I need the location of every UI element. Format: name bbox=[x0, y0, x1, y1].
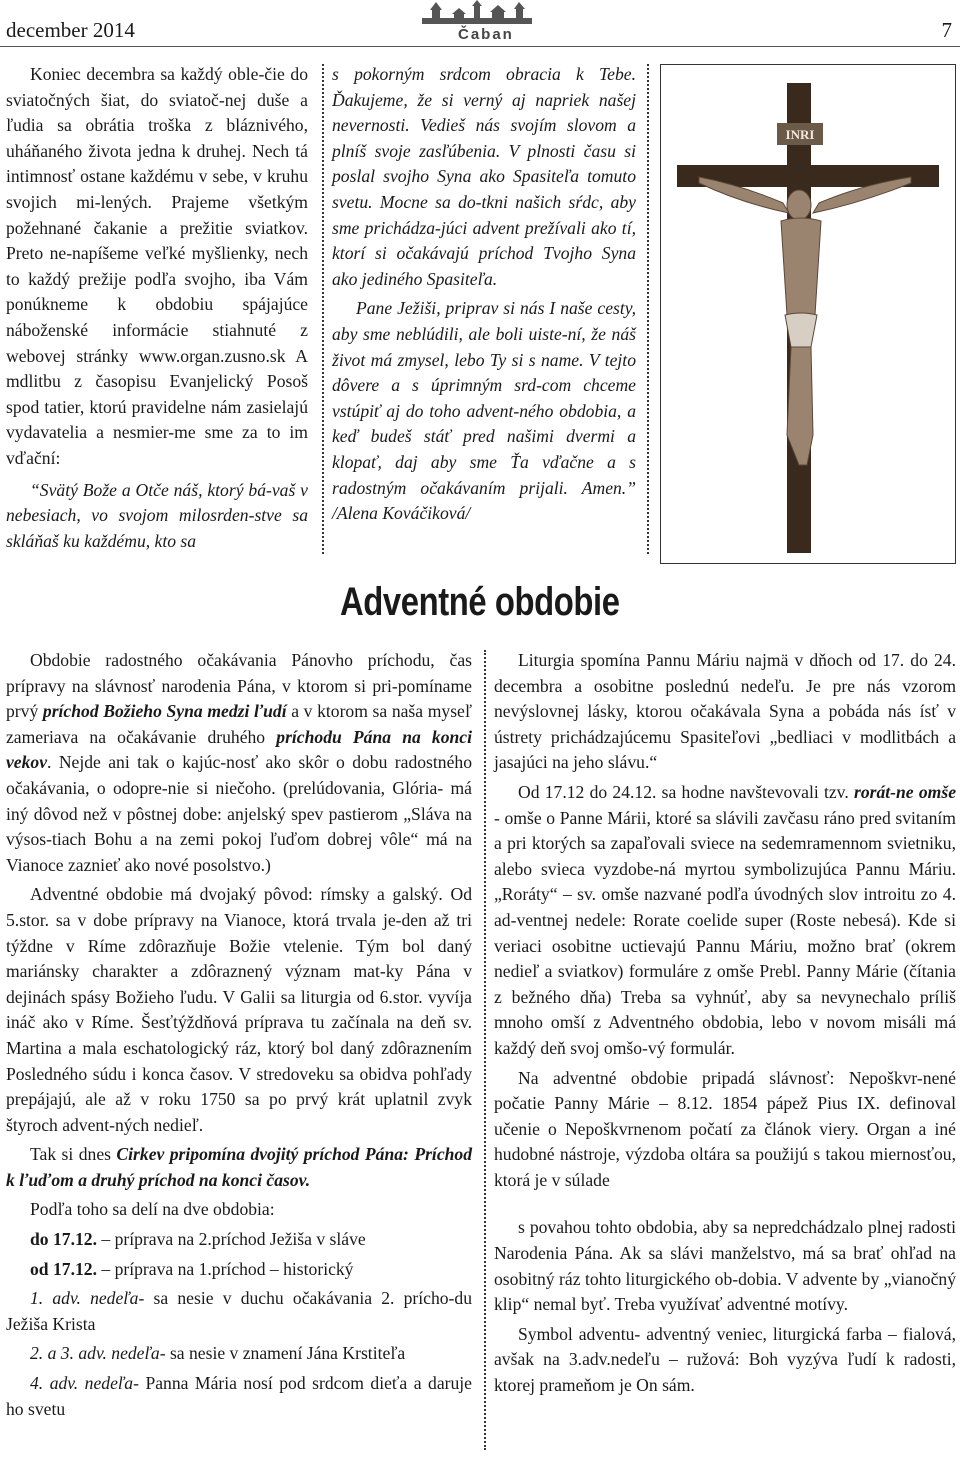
article-column-left bbox=[6, 648, 472, 1422]
period-item-2: od 17.12. – príprava na 1.príchod – historický bbox=[30, 1258, 354, 1279]
period-item-1: do 17.12. – príprava na 2.príchod Ježiša v sláve bbox=[30, 1229, 366, 1250]
sunday-item-3: 4. adv. nedeľa- Panna Mária nosí pod srdcom dieťa a daruje ho svetu bbox=[6, 1373, 472, 1419]
svg-text:INRI: INRI bbox=[785, 127, 815, 142]
crucifix-image bbox=[660, 64, 956, 564]
article-paragraph-6: Od 17.12 do 24.12. sa hodne navštevovali tzv. rorát-ne omše - omše o Panne Márii, ktoré sa slávili zavčasu ráno pred svitaním a pri ktorých sa zapaľovali sviece na sedemramennom svietniku, alebo sviecа vyzdobe-ná myrtou symbolizujúca Pannu Máriu. „Roráty“ – sv. omše nazvané podľa úvodných slov introitu zo 4. ad-ventnej nedele: Rorate coelide super (Roste nebesá). Kde si veriaci osobitne uctievajú Pannu Máriu, možno brať (okrem nedieľ a sviatkov) formuláre z omše Prebl. Panny Márie (čítania z bežného dňa) Treba sa vyhnúť, aby sa nevynechalo príliš mnoho omší z Adventného obdobia, lebo v novom misáli má každý deň svoj omšo-vý formulár. bbox=[494, 781, 956, 1058]
article-paragraph-4: Podľa toho sa delí na dve obdobia: bbox=[30, 1199, 275, 1220]
page-number: 7 bbox=[941, 18, 952, 42]
intro-column bbox=[6, 62, 308, 554]
article-paragraph-1: Obdobie radostného očakávania Pánovho príchodu, čas prípravy na slávnosť narodenia Pána, v ktorom si pri-pomíname prvý príchod Božieho Syna medzi ľudí a v ktorom sa naša myseľ zameriava na očakávanie druhého príchodu Pána na konci vekov. Nejde ani tak o kajúc-nosť ako skôr o dobu radostného očakávania, o odopre-nie si niečoho. (prelúdovania, Glória- má iný dôvod než v pôstnej dobe: anjelský spev pastierom „Sláva na výsos-tiach Bohu a na zemi pokoj ľuďom dobrej vôle“ má na Vianoce zaznieť ako nové posolstvo.) bbox=[6, 650, 473, 875]
column-divider bbox=[484, 650, 486, 1450]
intro-paragraph: Koniec decembra sa každý oble-čie do sviatočných šiat, do sviatoč-nej duše a ľudia sa obrátia troška z bláznivého, uháňaného života jedna k druhej. Nech tá intimnosť ostane každému v sebe, v kruhu svojich mi-lených. Prajeme všetkým požehnané čakanie a prežitie sviatkov. Preto ne-napíšeme veľké myšlienky, nech to každý prežije podľa svojho, iba Vám ponúkneme k obdobiu spájajúce náboženské informácie stiahnuté z webovej stránky www.organ.zusno.sk A mdlitbu z časopisu Evanjelický Posoš spod tatier, ktorú pravidelne nám zasielajú vydavatelia a nesmier-me sme za to im vďační: bbox=[6, 64, 308, 468]
prayer-column bbox=[332, 62, 636, 527]
masthead-logo bbox=[370, 0, 580, 44]
article-paragraph-9: Symbol adventu- adventný veniec, liturgická farba – fialová, avšak na 3.adv.nedeľu – ružová: Boh vyzýva ľudí k radosti, ktorej prameňom je On sám. bbox=[494, 1323, 956, 1396]
sunday-item-1: 1. adv. nedeľa- sa nesie v duchu očakávania 2. prícho-du Ježiša Krista bbox=[6, 1288, 472, 1334]
masthead-name: Čaban bbox=[458, 26, 514, 43]
prayer-start: “Svätý Bože a Otče náš, ktorý bá-vaš v nebesiach, vo svojom milosrden-stve sa skláňaš ku každému, kto sa bbox=[6, 479, 308, 551]
sunday-item-2: 2. a 3. adv. nedeľa- sa nesie v znamení Jána Krstiteľa bbox=[30, 1343, 406, 1364]
article-title: Adventné obdobie bbox=[340, 580, 620, 624]
header-rule bbox=[0, 46, 960, 47]
issue-date: december 2014 bbox=[6, 18, 135, 42]
crucifix-icon bbox=[661, 65, 954, 562]
article-paragraph-5: Liturgia spomína Pannu Máriu najmä v dňoch od 17. do 24. decembra a osobitne poslednú nedeľu. Je pre nás vzorom nevýslovnej lásky, ktorou očakávala Syna a pobáda nás ísť v ústrety prichádzajúcemu Spasiteľovi „bedliaci v modlitbách a jasajúci na jeho slávu.“ bbox=[494, 650, 956, 773]
article-column-right bbox=[494, 648, 956, 1399]
article-paragraph-7: Na adventné obdobie pripadá slávnosť: Nepoškvr-nené počatie Panny Márie – 8.12. 1854 pápež Pius IX. definoval učenie o Nepoškvrnenom počatí za článok viery. Organ a iné hudobné nástroje, výzdoba oltára sa použijú s takou miernosťou, ktorá je v súlade bbox=[494, 1067, 956, 1190]
article-paragraph-3: Tak si dnes Cirkev pripomína dvojitý príchod Pána: Príchod k ľuďom a druhý príchod na konci časov. bbox=[6, 1144, 473, 1190]
column-divider bbox=[322, 64, 324, 554]
column-divider bbox=[647, 64, 649, 554]
article-paragraph-2: Adventné obdobie má dvojaký pôvod: rímsky a galský. Od 5.stor. sa v dobe prípravy na Vianoce, ktorá trvala je-den až tri týždne v Ríme zdôrazňuje Božie vtelenie. Tým bol daný mariánsky charakter a zdôraznený význam mat-ky Pána v dejinách spásy Božieho ľudu. V Galii sa liturgia od 6.stor. vyvíja ináč ako v Ríme. Šesťtýždňová príprava tu začínala na deň sv. Martina a mala eschatologický ráz, ktorý bol daný zdôraznením Posledného súdu i konca časov. V stredoveku sa obidva pohľady prepájajú, ale až v roku 1750 sa po prvý krát uplatnil zvyk štyroch advent-ných nedieľ. bbox=[6, 884, 472, 1135]
article-paragraph-8: s povahou tohto obdobia, aby sa nepredchádzalo plnej radosti Narodenia Pána. Ak sa slávi manželstvo, má sa brať ohľad na osobitný ráz tohto liturgického ob-dobia. V advente by „vianočný klip“ nemal byť. Treba využívať adventné motívy. bbox=[494, 1217, 956, 1315]
prayer-paragraph-1: s pokorným srdcom obracia k Tebe. Ďakujeme, že si verný aj napriek našej nevernosti. Vedieš nás svojím slovom a plníš svoje zasľúbenia. V plnosti času si poslal svojho Syna ako Spasiteľa tomuto svetu. Mocne sa do-tkni našich sŕdc, aby sme prichádza-júci advent prežívali ako tí, ktorí si očakávajú príchod Tvojho Syna ako jediného Spasiteľa. bbox=[332, 64, 636, 289]
prayer-paragraph-2: Pane Ježiši, priprav si nás I naše cesty, aby sme neblúdili, ale boli uiste-ní, že náš život má zmysel, lebo Ty si s name. V tejto dôvere a s úprimným srd-com chceme vstúpiť aj do toho advent-ného obdobia, a keď budeš stáť pred našimi dvermi a klopať, daj aby sme Ťa vďačne a s radostným očakávaním prijali. Amen.” /Alena Kováčiková/ bbox=[332, 298, 636, 524]
